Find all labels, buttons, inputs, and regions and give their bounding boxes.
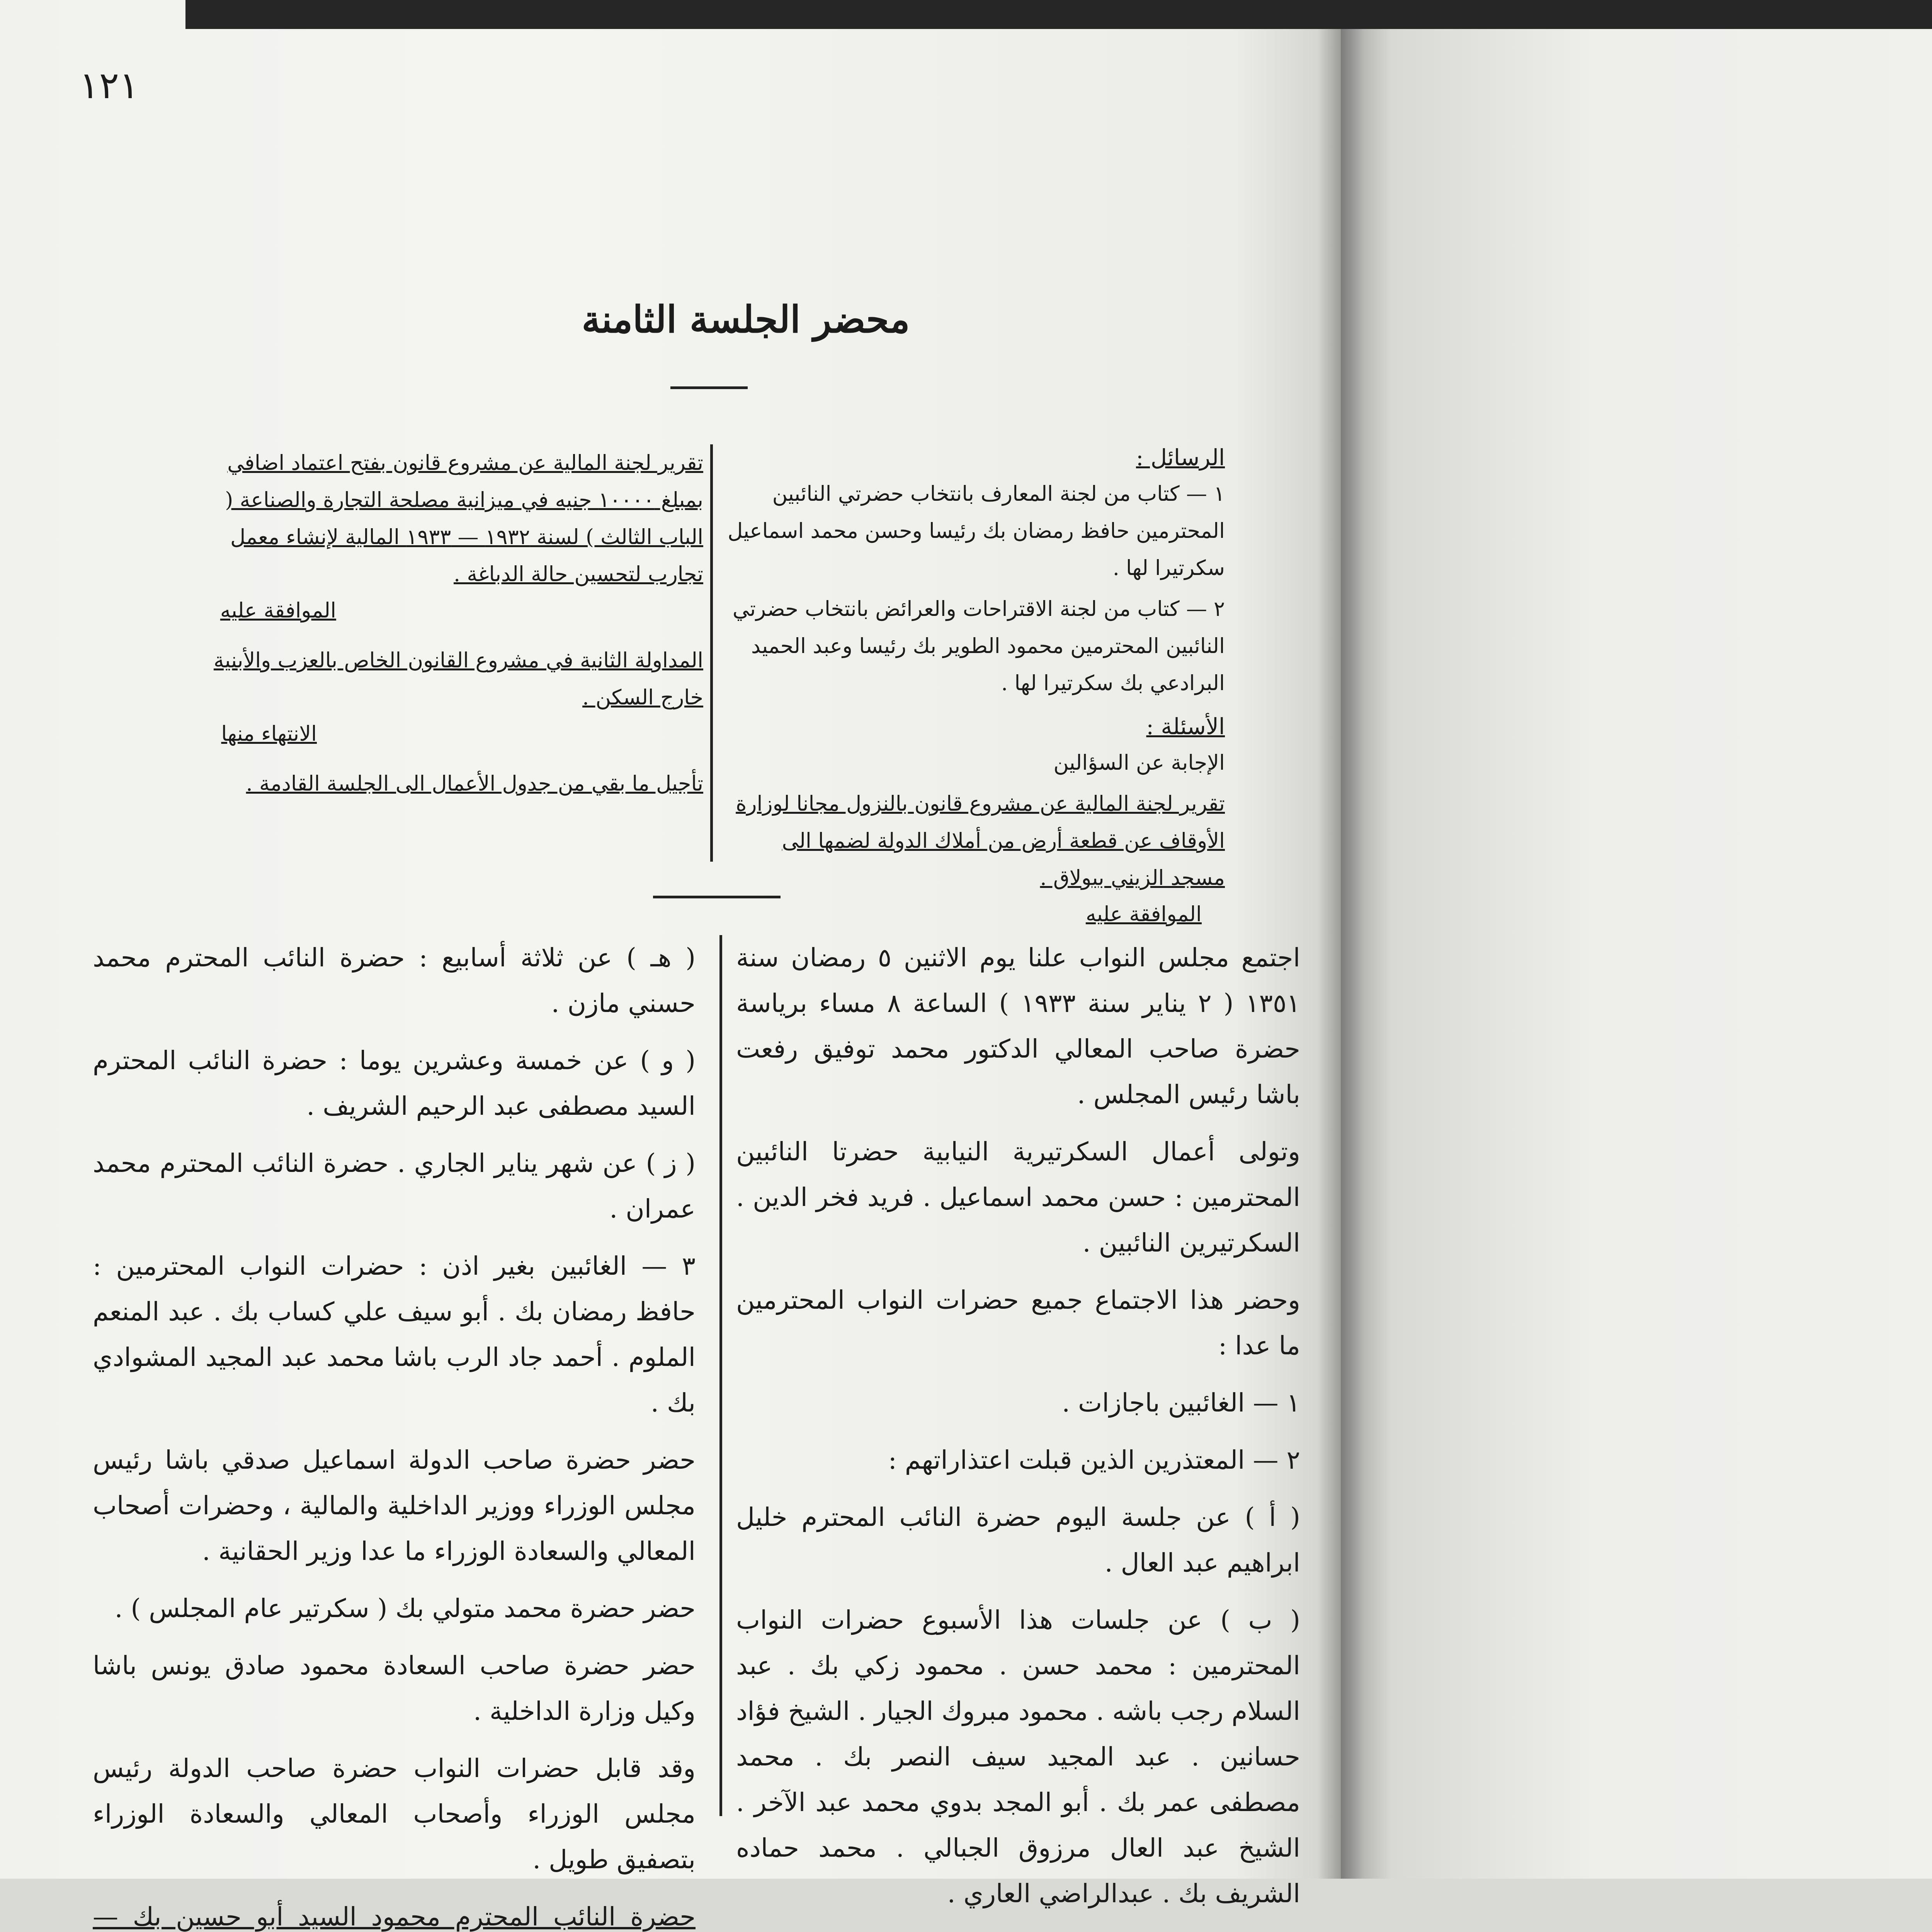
book-gutter (1318, 0, 1364, 1879)
message-item: ١ — كتاب من لجنة المعارف بانتخاب حضرتي النائبين المحترمين حافظ رمضان بك رئيسا وحسن محمد اسماعيل سكرتيرا لها . (728, 481, 1225, 580)
minutes-paragraph: وتولى أعمال السكرتيرية النيابية حضرتا النائبين المحترمين : حسن محمد اسماعيل . فريد فخر الدين . السكرتيرين النائبين . (736, 1137, 1300, 1258)
questions-item: الإجابة عن السؤالين (1053, 750, 1225, 775)
message-item: ٢ — كتاب من لجنة الاقتراحات والعرائض بانتخاب حضرتي النائبين المحترمين محمود الطوير بك رئيسا وعبد الحميد البرادعي بك سكرتيرا لها . (732, 597, 1225, 695)
minutes-paragraph: ٣ — الغائبين بغير اذن : حضرات النواب المحترمين : حافظ رمضان بك . أبو سيف علي كساب بك . عبد المنعم الملوم . أحمد جاد الرب باشا محمد عبد المجيد المشوادي بك . (93, 1251, 696, 1418)
scan-top-edge (185, 0, 1932, 29)
messages-heading: الرسائل : (1136, 444, 1225, 471)
minutes-paragraph: ٢ — المعتذرين الذين قبلت اعتذاراتهم : (888, 1445, 1300, 1475)
agenda-divider (710, 444, 713, 862)
minutes-paragraph: وقد قابل حضرات النواب حضرة صاحب الدولة رئيس مجلس الوزراء وأصحاب المعالي والسعادة الوزراء بتصفيق طويل . (93, 1753, 696, 1874)
page-number: ١٢١ (79, 64, 139, 107)
agenda-resolution: الانتهاء منها (221, 721, 317, 746)
minutes-paragraph: حضر حضرة صاحب الدولة اسماعيل صدقي باشا رئيس مجلس الوزراء ووزير الداخلية والمالية ، وحضرات أصحاب المعالي والسعادة الوزراء ما عدا وزير الحقانية . (93, 1445, 696, 1566)
agenda-right-column (726, 433, 1225, 946)
section-divider (653, 896, 781, 898)
agenda-report: تقرير لجنة المالية عن مشروع قانون بفتح اعتماد اضافي بمبلغ ١٠٠٠٠ جنيه في ميزانية مصلحة التجارة والصناعة ( الباب الثالث ) لسنة ١٩٣٢ — ١٩٣٣ المالية لإنشاء معمل تجارب لتحسين حالة الدباغة . (225, 451, 703, 586)
agenda-left-column (201, 444, 703, 806)
agenda-postponement: تأجيل ما بقي من جدول الأعمال الى الجلسة القادمة . (246, 771, 703, 796)
minutes-paragraph: ( هـ ) عن ثلاثة أسابيع : حضرة النائب المحترم محمد حسني مازن . (93, 943, 696, 1018)
minutes-paragraph: ( و ) عن خمسة وعشرين يوما : حضرة النائب المحترم السيد مصطفى عبد الرحيم الشريف . (93, 1046, 696, 1121)
agenda-resolution: الموافقة عليه (1085, 902, 1202, 926)
minutes-divider (719, 935, 722, 1816)
minutes-paragraph: ( ز ) عن شهر يناير الجاري . حضرة النائب المحترم محمد عمران . (93, 1148, 696, 1224)
right-page-blank (1341, 0, 1932, 1879)
agenda-report: تقرير لجنة المالية عن مشروع قانون بالنزول مجانا لوزارة الأوقاف عن قطعة أرض من أملاك الدولة لضمها الى مسجد الزيني ببولاق . (736, 791, 1225, 890)
minutes-paragraph: حضر حضرة صاحب السعادة محمود صادق يونس باشا وكيل وزارة الداخلية . (93, 1651, 696, 1726)
minutes-right-column (736, 935, 1300, 1932)
agenda-deliberation: المداولة الثانية في مشروع القانون الخاص بالعزب والأبنية خارج السكن . (213, 648, 703, 709)
minutes-paragraph: ١ — الغائبين باجازات . (1062, 1388, 1300, 1418)
minutes-paragraph (736, 1928, 1300, 1932)
minutes-paragraph: ( أ ) عن جلسة اليوم حضرة النائب المحترم خليل ابراهيم عبد العال . (736, 1502, 1300, 1578)
page-title: محضر الجلسة الثامنة (582, 298, 910, 341)
title-divider (670, 386, 748, 389)
minutes-paragraph: حضرة النائب المحترم محمود السيد أبو حسين بك — (93, 1902, 696, 1932)
minutes-left-column (93, 935, 696, 1932)
agenda-resolution: الموافقة عليه (220, 598, 336, 622)
minutes-paragraph: حضر حضرة محمد متولي بك ( سكرتير عام المجلس ) . (114, 1594, 696, 1623)
minutes-paragraph: ( ب ) عن جلسات هذا الأسبوع حضرات النواب المحترمين : محمد حسن . محمود زكي بك . عبد السلام رجب باشه . محمود مبروك الجيار . الشيخ فؤاد حسانين . عبد المجيد سيف النصر بك . محمد مصطفى عمر بك . أبو المجد بدوي محمد عبد الآخر . الشيخ عبد العال مرزوق الجبالي . محمد حماده الشريف بك . عبدالراضي العاري . (736, 1605, 1300, 1908)
minutes-paragraph: وحضر هذا الاجتماع جميع حضرات النواب المحترمين ما عدا : (736, 1285, 1300, 1361)
minutes-paragraph: اجتمع مجلس النواب علنا يوم الاثنين ٥ رمضان سنة ١٣٥١ ( ٢ يناير سنة ١٩٣٣ ) الساعة ٨ مساء برياسة حضرة صاحب المعالي الدكتور محمد توفيق رفعت باشا رئيس المجلس . (736, 943, 1300, 1109)
questions-heading: الأسئلة : (1146, 713, 1225, 740)
